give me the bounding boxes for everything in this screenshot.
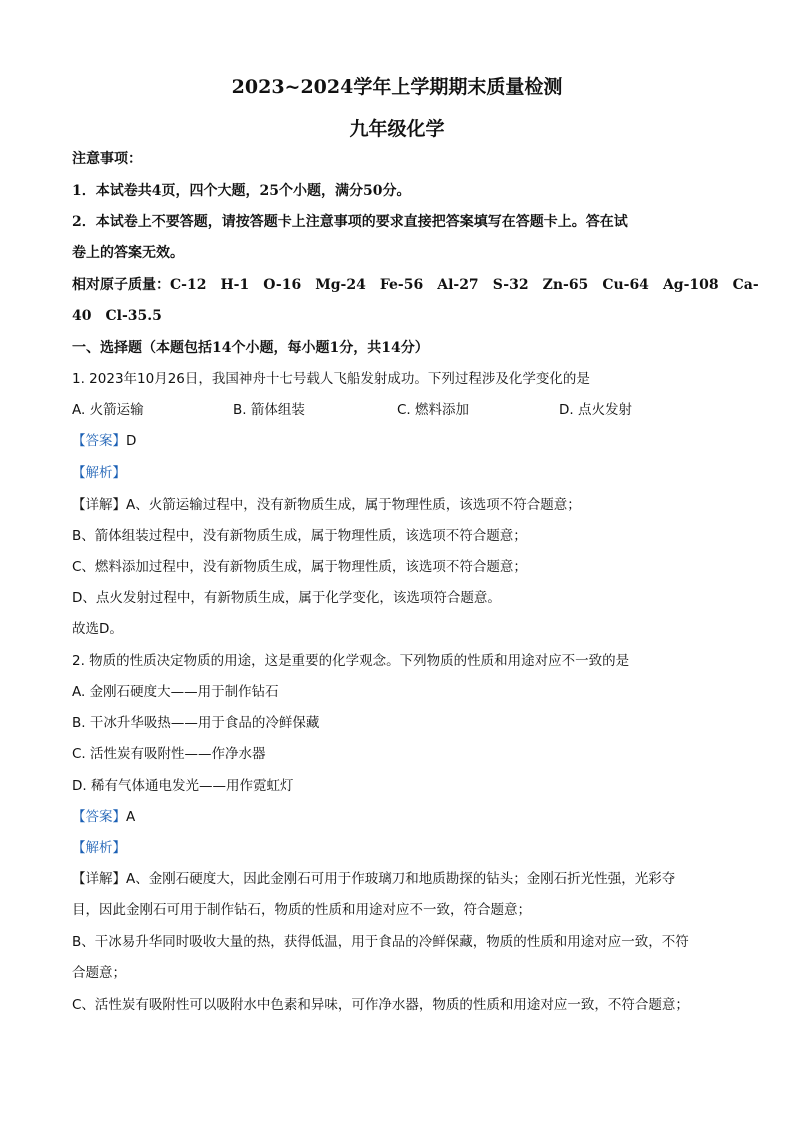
q2-detail-a-line-1 [72, 870, 675, 888]
q2-option-a: A. 金刚石硬度大——用于制作钻石 [72, 684, 279, 700]
atomic-mass-h: H-1 [220, 277, 250, 293]
atomic-mass-cl: Cl-35.5 [105, 308, 162, 324]
q1-analysis [72, 464, 126, 482]
q1-analysis-tag: 【解析】 [72, 465, 126, 481]
atomic-mass-al: Al-27 [437, 277, 479, 293]
q2-option-c: C. 活性炭有吸附性——作净水器 [72, 746, 266, 762]
atomic-mass-label: 相对原子质量： [72, 277, 170, 293]
q2-detail-b-line-2: 合题意； [72, 965, 126, 981]
atomic-mass-zn: Zn-65 [542, 277, 589, 293]
exam-subtitle: 九年级化学 [349, 118, 445, 140]
exam-title: 2023~2024学年上学期期末质量检测 [231, 76, 563, 98]
q1-detail-d: D、点火发射过程中，有新物质生成，属于化学变化，该选项符合题意。 [72, 590, 501, 606]
atomic-mass-line-2 [72, 307, 176, 325]
q2-answer-value: A [126, 809, 136, 825]
q1-answer-value: D [126, 433, 137, 449]
notice-item-1: 1．本试卷共4页，四个大题，25个小题，满分50分。 [72, 183, 411, 199]
q1-answer-tag: 【答案】 [72, 433, 126, 449]
q2-detail-b-line-1: B、干冰易升华同时吸收大量的热，获得低温，用于食品的冷鲜保藏，物质的性质和用途对应一致，不符 [72, 934, 689, 950]
section-1-heading: 一、选择题（本题包括14个小题，每小题1分，共14分） [72, 340, 429, 356]
notice-item-2-line-1: 2．本试卷上不要答题，请按答题卡上注意事项的要求直接把答案填写在答题卡上。答在试 [72, 214, 628, 230]
atomic-mass-o: O-16 [263, 277, 302, 293]
q2-answer-tag: 【答案】 [72, 809, 126, 825]
q1-detail-a-text: A、火箭运输过程中，没有新物质生成，属于物理性质，该选项不符合题意； [126, 497, 581, 513]
q1-detail-tag: 【详解】 [72, 497, 126, 513]
q1-stem: 1. 2023年10月26日，我国神舟十七号载人飞船发射成功。下列过程涉及化学变化的是 [72, 371, 590, 387]
atomic-mass-c: C-12 [170, 277, 207, 293]
q2-analysis [72, 839, 126, 857]
q2-detail-tag: 【详解】 [72, 871, 126, 887]
q2-detail-a1-text: A、金刚石硬度大，因此金刚石可用于作玻璃刀和地质勘探的钻头；金刚石折光性强，光彩夺 [126, 871, 676, 887]
q1-detail-b: B、箭体组装过程中，没有新物质生成，属于物理性质，该选项不符合题意； [72, 528, 527, 544]
q1-option-d: D. 点火发射 [559, 402, 632, 418]
atomic-mass-line-1 [72, 276, 759, 294]
atomic-mass-mg: Mg-24 [315, 277, 366, 293]
q2-option-d: D. 稀有气体通电发光——用作霓虹灯 [72, 778, 294, 794]
q2-option-b: B. 干冰升华吸热——用于食品的冷鲜保藏 [72, 715, 320, 731]
atomic-mass-ca: Ca- [732, 277, 759, 293]
q1-conclusion: 故选D。 [72, 621, 123, 637]
q1-answer [72, 432, 136, 450]
q2-answer [72, 808, 135, 826]
atomic-mass-fe: Fe-56 [379, 277, 424, 293]
q1-option-c: C. 燃料添加 [397, 402, 470, 418]
q2-analysis-tag: 【解析】 [72, 840, 126, 856]
q1-detail-a [72, 496, 581, 514]
q1-option-a: A. 火箭运输 [72, 402, 144, 418]
q1-option-b: B. 箭体组装 [233, 402, 305, 418]
notice-item-2-line-2: 卷上的答案无效。 [72, 245, 184, 261]
q2-stem: 2. 物质的性质决定物质的用途，这是重要的化学观念。下列物质的性质和用途对应不一致的是 [72, 653, 630, 669]
atomic-mass-ca-value: 40 [72, 308, 92, 324]
q1-detail-c: C、燃料添加过程中，没有新物质生成，属于物理性质，该选项不符合题意； [72, 559, 527, 575]
q2-detail-a-line-2: 目，因此金刚石可用于制作钻石，物质的性质和用途对应不一致，符合题意； [72, 902, 531, 918]
atomic-mass-s: S-32 [492, 277, 529, 293]
q2-detail-c: C、活性炭有吸附性可以吸附水中色素和异味，可作净水器，物质的性质和用途对应一致，不符合题意； [72, 997, 689, 1013]
atomic-mass-cu: Cu-64 [602, 277, 649, 293]
notice-heading: 注意事项： [72, 151, 142, 167]
atomic-mass-ag: Ag-108 [662, 277, 719, 293]
